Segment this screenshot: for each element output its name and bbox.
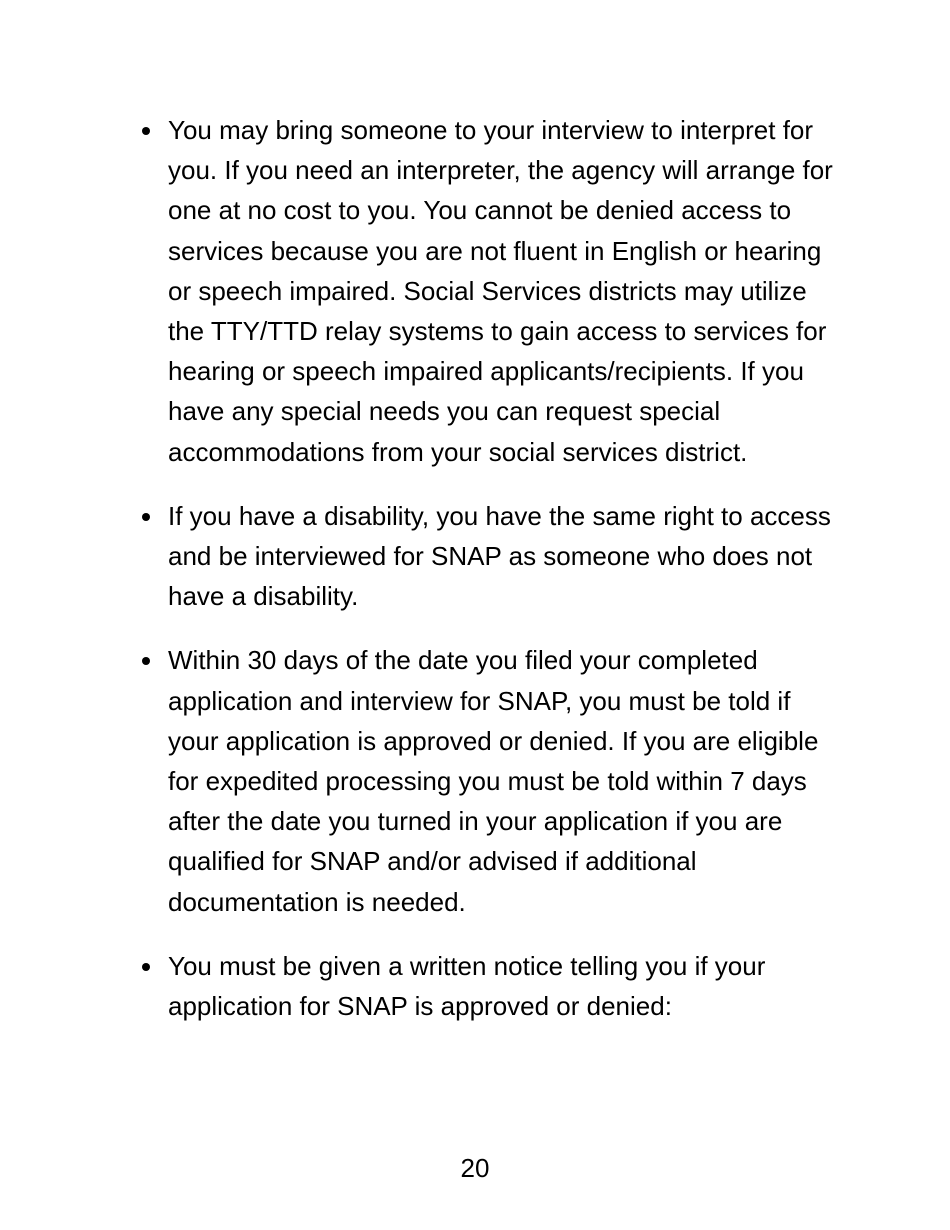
bullet-icon — [142, 513, 150, 521]
bullet-item-interpreter — [137, 110, 837, 472]
bullet-text: You must be given a written notice telling you if your application for SNAP is approved or denied: — [168, 950, 766, 1022]
bullet-list — [137, 110, 837, 1050]
bullet-icon — [142, 657, 150, 665]
bullet-item-written-notice — [137, 946, 837, 1026]
bullet-item-disability — [137, 496, 837, 617]
bullet-icon — [142, 963, 150, 971]
bullet-text: Within 30 days of the date you filed your completed application and interview for SNAP, you must be told if your application is approved or denied. If you are eligible for expedited processing you must be told within 7 days after the date you turned in your application if you are qualified for SNAP and/or advised if additional documentation is needed. — [168, 645, 819, 917]
page-number: 20 — [460, 1153, 490, 1183]
bullet-text: If you have a disability, you have the same right to access and be interviewed for SNAP as someone who does not have a disability. — [168, 500, 831, 612]
bullet-item-30-days — [137, 640, 837, 921]
bullet-text: You may bring someone to your interview to interpret for you. If you need an interpreter, the agency will arrange for one at no cost to you. You cannot be denied access to services because you are not fluent in English or hearing or speech impaired. Social Services districts may utilize the TTY/TTD relay systems to gain access to services for hearing or speech impaired applicants/recipients. If you have any special needs you can request special accommodations from your social services district. — [168, 115, 833, 467]
bullet-icon — [142, 127, 150, 135]
